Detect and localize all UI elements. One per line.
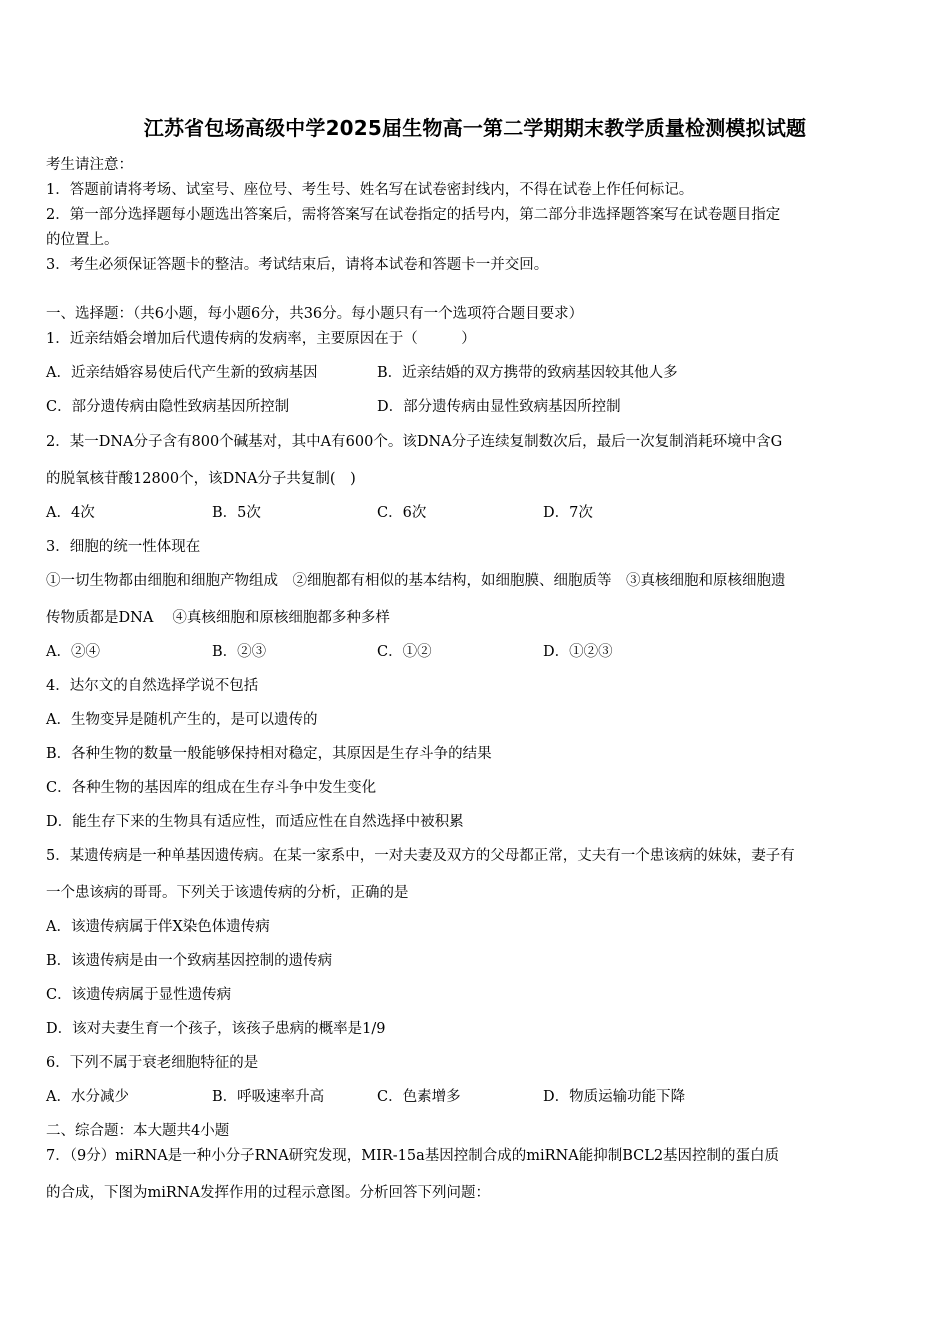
question-1-option-b: B．近亲结婚的双方携带的致病基因较其他人多	[377, 365, 678, 381]
question-4-option-b: B．各种生物的数量一般能够保持相对稳定，其原因是生存斗争的结果	[46, 746, 492, 762]
question-5-option-d: D．该对夫妻生育一个孩子，该孩子患病的概率是1/9	[46, 1021, 386, 1037]
question-6-option-a: A．水分减少	[46, 1089, 129, 1105]
question-5-stem: 5．某遗传病是一种单基因遗传病。在某一家系中，一对夫妻及双方的父母都正常，丈夫有一个患该病的妹妹，妻子有	[46, 848, 795, 864]
question-4-stem: 4．达尔文的自然选择学说不包括	[46, 678, 259, 694]
section-1-heading: 一、选择题：（共6小题，每小题6分，共36分。每小题只有一个选项符合题目要求）	[46, 306, 584, 322]
question-5-stem-cont: 一个患该病的哥哥。下列关于该遗传病的分析，正确的是	[46, 885, 409, 901]
question-6-option-d: D．物质运输功能下降	[543, 1089, 686, 1105]
question-2-stem: 2．某一DNA分子含有800个碱基对，其中A有600个。该DNA分子连续复制数次后，最后一次复制消耗环境中含G	[46, 434, 783, 450]
question-7-stem-cont: 的合成，下图为miRNA发挥作用的过程示意图。分析回答下列问题：	[46, 1185, 490, 1201]
notice-item-3: 3．考生必须保证答题卡的整洁。考试结束后，请将本试卷和答题卡一并交回。	[46, 257, 549, 273]
question-4-option-d: D．能生存下来的生物具有适应性，而适应性在自然选择中被积累	[46, 814, 464, 830]
question-3-statements: ①一切生物都由细胞和细胞产物组成 ②细胞都有相似的基本结构，如细胞膜、细胞质等 ③真核细胞和原核细胞遗	[46, 573, 786, 589]
question-5-option-a: A．该遗传病属于伴X染色体遗传病	[46, 919, 270, 935]
question-2-option-d: D．7次	[543, 505, 593, 521]
notice-item-2: 2．第一部分选择题每小题选出答案后，需将答案写在试卷指定的括号内，第二部分非选择题答案写在试卷题目指定	[46, 207, 781, 223]
question-3-option-b: B．②③	[212, 644, 267, 660]
question-1-option-c: C．部分遗传病由隐性致病基因所控制	[46, 399, 290, 415]
question-2-option-c: C．6次	[377, 505, 427, 521]
question-1-stem: 1．近亲结婚会增加后代遗传病的发病率，主要原因在于（ ）	[46, 331, 476, 347]
question-7-stem: 7．（9分）miRNA是一种小分子RNA研究发现，MIR-15a基因控制合成的miRNA能抑制BCL2基因控制的蛋白质	[46, 1148, 780, 1164]
question-3-statements-cont: 传物质都是DNA ④真核细胞和原核细胞都多种多样	[46, 610, 390, 626]
question-6-option-b: B．呼吸速率升高	[212, 1089, 325, 1105]
notice-item-2-cont: 的位置上。	[46, 232, 119, 248]
question-3-option-c: C．①②	[377, 644, 432, 660]
question-4-option-c: C．各种生物的基因库的组成在生存斗争中发生变化	[46, 780, 377, 796]
question-3-stem: 3．细胞的统一性体现在	[46, 539, 201, 555]
question-2-option-a: A．4次	[46, 505, 95, 521]
exam-title: 江苏省包场高级中学2025届生物高一第二学期期末教学质量检测模拟试题	[143, 116, 807, 140]
notice-heading: 考生请注意：	[46, 157, 133, 173]
section-2-heading: 二、综合题：本大题共4小题	[46, 1123, 230, 1139]
question-1-option-d: D．部分遗传病由显性致病基因所控制	[377, 399, 621, 415]
question-6-stem: 6．下列不属于衰老细胞特征的是	[46, 1055, 259, 1071]
question-5-option-c: C．该遗传病属于显性遗传病	[46, 987, 232, 1003]
question-2-stem-cont: 的脱氧核苷酸12800个，该DNA分子共复制( )	[46, 471, 356, 487]
question-3-option-a: A．②④	[46, 644, 100, 660]
question-5-option-b: B．该遗传病是由一个致病基因控制的遗传病	[46, 953, 333, 969]
question-3-option-d: D．①②③	[543, 644, 613, 660]
notice-item-1: 1．答题前请将考场、试室号、座位号、考生号、姓名写在试卷密封线内，不得在试卷上作任何标记。	[46, 182, 694, 198]
question-2-option-b: B．5次	[212, 505, 261, 521]
question-1-option-a: A．近亲结婚容易使后代产生新的致病基因	[46, 365, 318, 381]
question-4-option-a: A．生物变异是随机产生的，是可以遗传的	[46, 712, 318, 728]
question-6-option-c: C．色素增多	[377, 1089, 461, 1105]
